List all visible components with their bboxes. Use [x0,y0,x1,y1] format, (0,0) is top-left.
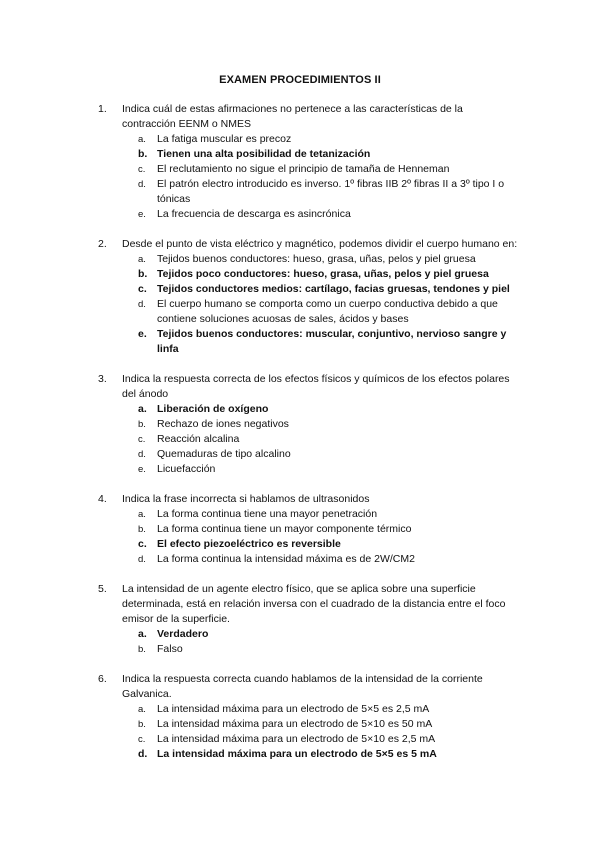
option-item [138,702,518,717]
question [98,492,518,567]
option-text: Falso [157,643,183,655]
option-text: Quemaduras de tipo alcalino [157,448,291,460]
option-item [138,252,518,267]
question-number: 5. [98,583,107,595]
question-text: Indica la frase incorrecta si hablamos de ultrasonidos [122,493,370,505]
option-letter: a. [138,509,146,520]
option-list [138,507,518,567]
option-text: La intensidad máxima para un electrodo de 5×10 es 2,5 mA [157,733,436,745]
option-item-marked [138,402,518,417]
option-item-marked [138,147,518,162]
option-item [138,162,518,177]
option-letter: a. [138,134,146,145]
option-text: Reacción alcalina [157,433,240,445]
option-item [138,552,518,567]
option-text: Tejidos conductores medios: cartílago, facias gruesas, tendones y piel [157,283,510,295]
option-letter: d. [138,449,146,460]
option-item-marked [138,327,518,357]
option-text: La fatiga muscular es precoz [157,133,292,145]
option-text: Licuefacción [157,463,216,475]
option-letter: c. [138,164,146,175]
question-text: Desde el punto de vista eléctrico y magnético, podemos dividir el cuerpo humano en: [122,238,518,250]
option-text: Tienen una alta posibilidad de tetanización [157,148,371,160]
option-letter: b. [138,524,146,535]
option-list [138,702,518,762]
option-item [138,432,518,447]
question-number: 3. [98,373,107,385]
option-text: El reclutamiento no sigue el principio de tamaña de Henneman [157,163,450,175]
question-text: Indica la respuesta correcta de los efectos físicos y químicos de los efectos polares del ánodo [122,373,510,400]
option-item [138,642,518,657]
option-letter: d. [138,554,146,565]
question [98,237,518,357]
question [98,672,518,762]
option-letter: b. [138,719,146,730]
option-text: El cuerpo humano se comporta como un cuerpo conductiva debido a que contiene soluciones acuosas de sales, ácidos y bases [157,298,498,325]
question-number: 4. [98,493,107,505]
option-letter: e. [138,464,146,475]
option-item [138,297,518,327]
option-item [138,177,518,207]
option-list [138,402,518,477]
option-text: La forma continua la intensidad máxima es de 2W/CM2 [157,553,415,565]
option-letter: c. [138,283,147,295]
option-list [138,132,518,222]
question [98,582,518,657]
question-text: Indica cuál de estas afirmaciones no pertenece a las características de la contracción EENM o NMES [122,103,463,130]
option-item [138,717,518,732]
option-list [138,252,518,357]
option-letter: b. [138,644,146,655]
option-item [138,447,518,462]
option-text: Tejidos poco conductores: hueso, grasa, uñas, pelos y piel gruesa [157,268,489,280]
option-letter: a. [138,628,147,640]
option-letter: e. [138,328,147,340]
option-text: La forma continua tiene un mayor componente térmico [157,523,412,535]
option-letter: a. [138,704,146,715]
option-letter: e. [138,209,146,220]
option-text: La intensidad máxima para un electrodo de 5×5 es 2,5 mA [157,703,430,715]
option-item [138,732,518,747]
option-letter: c. [138,434,146,445]
option-item [138,417,518,432]
option-text: Tejidos buenos conductores: hueso, grasa, uñas, pelos y piel gruesa [157,253,476,265]
option-text: La forma continua tiene una mayor penetración [157,508,378,520]
option-letter: c. [138,734,146,745]
option-item [138,507,518,522]
option-letter: b. [138,268,148,280]
option-item-marked [138,282,518,297]
question-number: 2. [98,238,107,250]
option-letter: d. [138,299,146,310]
option-item [138,132,518,147]
option-item-marked [138,627,518,642]
option-item-marked [138,267,518,282]
exam-title: EXAMEN PROCEDIMIENTOS II [219,74,381,86]
question-text: Indica la respuesta correcta cuando hablamos de la intensidad de la corriente Galvanica. [122,673,483,700]
option-text: La intensidad máxima para un electrodo de 5×5 es 5 mA [157,748,437,760]
option-text: La intensidad máxima para un electrodo de 5×10 es 50 mA [157,718,433,730]
option-list [138,627,518,657]
option-text: Rechazo de iones negativos [157,418,289,430]
option-letter: b. [138,419,146,430]
option-letter: a. [138,254,146,265]
option-text: El efecto piezoeléctrico es reversible [157,538,341,550]
option-text: Liberación de oxígeno [157,403,269,415]
option-item [138,462,518,477]
question-number: 6. [98,673,107,685]
option-letter: c. [138,538,147,550]
question [98,102,518,222]
option-letter: d. [138,179,146,190]
question [98,372,518,477]
question-number: 1. [98,103,107,115]
option-item [138,207,518,222]
option-item-marked [138,747,518,762]
option-letter: b. [138,148,148,160]
question-list [98,102,518,777]
option-item-marked [138,537,518,552]
option-text: Tejidos buenos conductores: muscular, conjuntivo, nervioso sangre y linfa [157,328,507,355]
option-letter: a. [138,403,147,415]
option-text: Verdadero [157,628,209,640]
option-text: La frecuencia de descarga es asincrónica [157,208,351,220]
option-text: El patrón electro introducido es inverso. 1º fibras IIB 2º fibras II a 3º tipo I o tónicas [157,178,505,205]
option-letter: d. [138,748,148,760]
option-item [138,522,518,537]
question-text: La intensidad de un agente electro físico, que se aplica sobre una superficie determinada, está en relación inversa con el cuadrado de la distancia entre el foco emisor de la superficie. [122,583,506,625]
